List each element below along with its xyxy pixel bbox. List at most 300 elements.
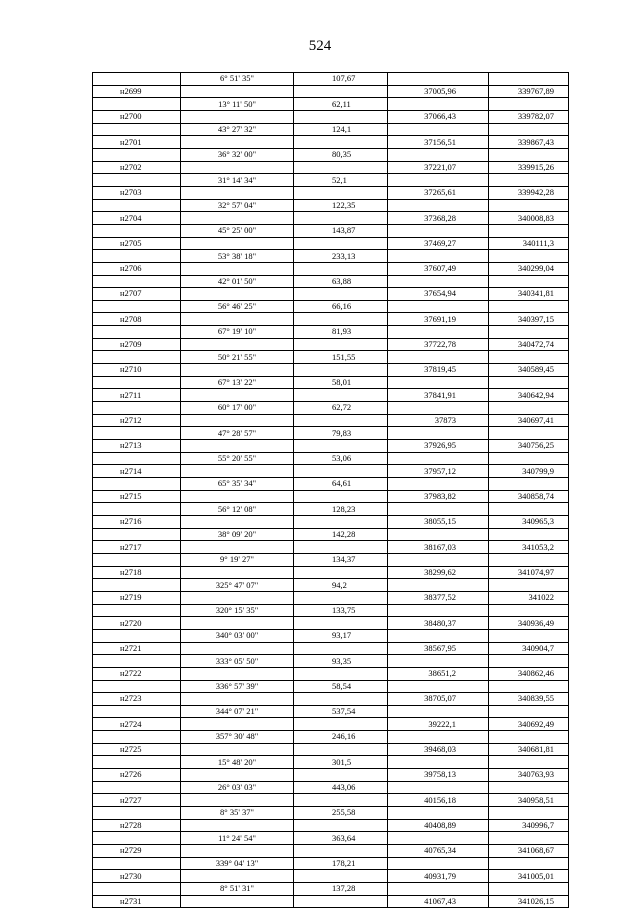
point-name-cell: н2707 <box>93 288 181 301</box>
y-coordinate-cell: 340756,25 <box>489 440 569 453</box>
direction-angle-cell: 38° 09' 20" <box>181 528 294 541</box>
segment-row <box>93 98 569 111</box>
point-row <box>93 161 569 174</box>
direction-angle-cell: 45° 25' 00" <box>181 224 294 237</box>
distance-cell <box>294 212 388 225</box>
point-name-cell: н2730 <box>93 870 181 883</box>
distance-cell: 537,54 <box>294 705 388 718</box>
segment-row <box>93 553 569 566</box>
y-coordinate-cell <box>489 478 569 491</box>
distance-cell <box>294 693 388 706</box>
distance-cell: 246,16 <box>294 731 388 744</box>
y-coordinate-cell <box>489 300 569 313</box>
x-coordinate-cell: 38480,37 <box>388 617 489 630</box>
y-coordinate-cell <box>489 224 569 237</box>
y-coordinate-cell: 340111,3 <box>489 237 569 250</box>
y-coordinate-cell <box>489 629 569 642</box>
direction-angle-cell: 43° 27' 32" <box>181 123 294 136</box>
direction-angle-cell <box>181 364 294 377</box>
direction-angle-cell: 344° 07' 21" <box>181 705 294 718</box>
distance-cell <box>294 161 388 174</box>
direction-angle-cell: 8° 51' 31" <box>181 883 294 896</box>
distance-cell <box>294 591 388 604</box>
distance-cell: 81,93 <box>294 326 388 339</box>
distance-cell: 363,64 <box>294 832 388 845</box>
point-row <box>93 288 569 301</box>
direction-angle-cell: 336° 57' 39" <box>181 680 294 693</box>
distance-cell <box>294 642 388 655</box>
direction-angle-cell <box>181 414 294 427</box>
distance-cell <box>294 819 388 832</box>
y-coordinate-cell <box>489 781 569 794</box>
x-coordinate-cell: 37469,27 <box>388 237 489 250</box>
direction-angle-cell <box>181 617 294 630</box>
point-row <box>93 769 569 782</box>
direction-angle-cell <box>181 591 294 604</box>
point-name-cell <box>93 781 181 794</box>
y-coordinate-cell: 340589,45 <box>489 364 569 377</box>
direction-angle-cell <box>181 313 294 326</box>
direction-angle-cell <box>181 693 294 706</box>
y-coordinate-cell <box>489 503 569 516</box>
point-name-cell: н2711 <box>93 389 181 402</box>
x-coordinate-cell <box>388 402 489 415</box>
point-row <box>93 212 569 225</box>
direction-angle-cell <box>181 262 294 275</box>
x-coordinate-cell: 37722,78 <box>388 338 489 351</box>
point-row <box>93 262 569 275</box>
point-row <box>93 364 569 377</box>
x-coordinate-cell <box>388 629 489 642</box>
point-name-cell <box>93 579 181 592</box>
direction-angle-cell: 11° 24' 54" <box>181 832 294 845</box>
point-name-cell <box>93 402 181 415</box>
x-coordinate-cell: 37691,19 <box>388 313 489 326</box>
segment-row <box>93 148 569 161</box>
page-number: 524 <box>308 38 332 54</box>
direction-angle-cell <box>181 667 294 680</box>
distance-cell <box>294 490 388 503</box>
y-coordinate-cell: 340397,15 <box>489 313 569 326</box>
x-coordinate-cell: 37873 <box>388 414 489 427</box>
direction-angle-cell: 65° 35' 34" <box>181 478 294 491</box>
point-name-cell <box>93 705 181 718</box>
y-coordinate-cell: 340862,46 <box>489 667 569 680</box>
x-coordinate-cell <box>388 199 489 212</box>
point-name-cell <box>93 452 181 465</box>
x-coordinate-cell: 39468,03 <box>388 743 489 756</box>
direction-angle-cell <box>181 642 294 655</box>
distance-cell <box>294 845 388 858</box>
distance-cell <box>294 515 388 528</box>
segment-row <box>93 250 569 263</box>
x-coordinate-cell: 40408,89 <box>388 819 489 832</box>
y-coordinate-cell: 341005,01 <box>489 870 569 883</box>
direction-angle-cell: 55° 20' 55" <box>181 452 294 465</box>
distance-cell <box>294 617 388 630</box>
point-row <box>93 642 569 655</box>
distance-cell <box>294 389 388 402</box>
direction-angle-cell <box>181 541 294 554</box>
point-row <box>93 389 569 402</box>
segment-row <box>93 731 569 744</box>
x-coordinate-cell: 37957,12 <box>388 465 489 478</box>
distance-cell <box>294 541 388 554</box>
direction-angle-cell: 47° 28' 57" <box>181 427 294 440</box>
distance-cell: 79,83 <box>294 427 388 440</box>
point-row <box>93 136 569 149</box>
distance-cell: 133,75 <box>294 604 388 617</box>
point-name-cell: н2719 <box>93 591 181 604</box>
point-row <box>93 870 569 883</box>
direction-angle-cell <box>181 338 294 351</box>
point-name-cell: н2717 <box>93 541 181 554</box>
y-coordinate-cell: 339867,43 <box>489 136 569 149</box>
distance-cell: 93,35 <box>294 655 388 668</box>
direction-angle-cell: 13° 11' 50" <box>181 98 294 111</box>
direction-angle-cell <box>181 237 294 250</box>
distance-cell <box>294 313 388 326</box>
point-name-cell: н2710 <box>93 364 181 377</box>
y-coordinate-cell <box>489 250 569 263</box>
distance-cell: 63,88 <box>294 275 388 288</box>
point-row <box>93 845 569 858</box>
x-coordinate-cell: 37819,45 <box>388 364 489 377</box>
point-name-cell: н2705 <box>93 237 181 250</box>
point-row <box>93 465 569 478</box>
distance-cell: 62,11 <box>294 98 388 111</box>
distance-cell: 143,87 <box>294 224 388 237</box>
x-coordinate-cell <box>388 655 489 668</box>
point-name-cell <box>93 300 181 313</box>
direction-angle-cell <box>181 212 294 225</box>
x-coordinate-cell: 38377,52 <box>388 591 489 604</box>
x-coordinate-cell: 41067,43 <box>388 895 489 908</box>
distance-cell: 53,06 <box>294 452 388 465</box>
distance-cell: 301,5 <box>294 756 388 769</box>
point-row <box>93 440 569 453</box>
point-name-cell: н2720 <box>93 617 181 630</box>
distance-cell: 80,35 <box>294 148 388 161</box>
distance-cell <box>294 743 388 756</box>
y-coordinate-cell <box>489 427 569 440</box>
point-name-cell <box>93 148 181 161</box>
point-row <box>93 667 569 680</box>
y-coordinate-cell: 340936,49 <box>489 617 569 630</box>
y-coordinate-cell: 340692,49 <box>489 718 569 731</box>
y-coordinate-cell: 340642,94 <box>489 389 569 402</box>
point-row <box>93 794 569 807</box>
x-coordinate-cell: 38705,07 <box>388 693 489 706</box>
distance-cell: 134,37 <box>294 553 388 566</box>
point-row <box>93 819 569 832</box>
point-name-cell: н2704 <box>93 212 181 225</box>
coordinates-table-body <box>93 73 569 908</box>
direction-angle-cell: 36° 32' 00" <box>181 148 294 161</box>
direction-angle-cell <box>181 389 294 402</box>
x-coordinate-cell <box>388 832 489 845</box>
y-coordinate-cell: 340681,81 <box>489 743 569 756</box>
direction-angle-cell <box>181 566 294 579</box>
distance-cell <box>294 566 388 579</box>
x-coordinate-cell: 38651,2 <box>388 667 489 680</box>
point-name-cell <box>93 756 181 769</box>
point-name-cell: н2729 <box>93 845 181 858</box>
segment-row <box>93 199 569 212</box>
segment-row <box>93 376 569 389</box>
y-coordinate-cell <box>489 705 569 718</box>
distance-cell: 58,54 <box>294 680 388 693</box>
point-name-cell <box>93 478 181 491</box>
distance-cell <box>294 237 388 250</box>
distance-cell <box>294 186 388 199</box>
point-name-cell: н2715 <box>93 490 181 503</box>
point-name-cell: н2727 <box>93 794 181 807</box>
distance-cell: 52,1 <box>294 174 388 187</box>
point-name-cell: н2709 <box>93 338 181 351</box>
y-coordinate-cell: 339782,07 <box>489 110 569 123</box>
y-coordinate-cell <box>489 807 569 820</box>
x-coordinate-cell <box>388 376 489 389</box>
segment-row <box>93 528 569 541</box>
point-name-cell: н2722 <box>93 667 181 680</box>
y-coordinate-cell: 340839,55 <box>489 693 569 706</box>
y-coordinate-cell <box>489 857 569 870</box>
point-name-cell <box>93 604 181 617</box>
direction-angle-cell: 320° 15' 35" <box>181 604 294 617</box>
y-coordinate-cell <box>489 731 569 744</box>
point-name-cell <box>93 427 181 440</box>
x-coordinate-cell: 37066,43 <box>388 110 489 123</box>
direction-angle-cell: 56° 46' 25" <box>181 300 294 313</box>
point-name-cell <box>93 326 181 339</box>
point-name-cell: н2700 <box>93 110 181 123</box>
x-coordinate-cell: 38567,95 <box>388 642 489 655</box>
segment-row <box>93 705 569 718</box>
point-name-cell <box>93 731 181 744</box>
y-coordinate-cell <box>489 148 569 161</box>
x-coordinate-cell: 39758,13 <box>388 769 489 782</box>
distance-cell: 443,06 <box>294 781 388 794</box>
point-row <box>93 693 569 706</box>
distance-cell: 93,17 <box>294 629 388 642</box>
y-coordinate-cell <box>489 883 569 896</box>
direction-angle-cell: 56° 12' 08" <box>181 503 294 516</box>
segment-row <box>93 402 569 415</box>
segment-row <box>93 452 569 465</box>
point-name-cell: н2712 <box>93 414 181 427</box>
x-coordinate-cell <box>388 756 489 769</box>
x-coordinate-cell: 40765,34 <box>388 845 489 858</box>
point-row <box>93 718 569 731</box>
x-coordinate-cell: 37368,28 <box>388 212 489 225</box>
y-coordinate-cell: 339915,26 <box>489 161 569 174</box>
point-name-cell <box>93 73 181 86</box>
point-name-cell <box>93 174 181 187</box>
distance-cell: 142,28 <box>294 528 388 541</box>
segment-row <box>93 503 569 516</box>
y-coordinate-cell: 341026,15 <box>489 895 569 908</box>
segment-row <box>93 73 569 86</box>
point-row <box>93 186 569 199</box>
point-name-cell <box>93 807 181 820</box>
y-coordinate-cell: 340965,3 <box>489 515 569 528</box>
segment-row <box>93 604 569 617</box>
segment-row <box>93 275 569 288</box>
point-name-cell: н2713 <box>93 440 181 453</box>
x-coordinate-cell <box>388 705 489 718</box>
y-coordinate-cell <box>489 123 569 136</box>
direction-angle-cell: 339° 04' 13" <box>181 857 294 870</box>
x-coordinate-cell: 37221,07 <box>388 161 489 174</box>
y-coordinate-cell: 340958,51 <box>489 794 569 807</box>
y-coordinate-cell: 339767,89 <box>489 85 569 98</box>
distance-cell <box>294 794 388 807</box>
point-name-cell <box>93 123 181 136</box>
segment-row <box>93 300 569 313</box>
distance-cell <box>294 414 388 427</box>
point-name-cell <box>93 376 181 389</box>
y-coordinate-cell: 340299,04 <box>489 262 569 275</box>
direction-angle-cell <box>181 465 294 478</box>
direction-angle-cell: 53° 38' 18" <box>181 250 294 263</box>
y-coordinate-cell <box>489 553 569 566</box>
point-name-cell: н2708 <box>93 313 181 326</box>
distance-cell: 122,35 <box>294 199 388 212</box>
y-coordinate-cell <box>489 680 569 693</box>
point-name-cell <box>93 832 181 845</box>
point-name-cell <box>93 655 181 668</box>
x-coordinate-cell: 40156,18 <box>388 794 489 807</box>
point-row <box>93 617 569 630</box>
segment-row <box>93 832 569 845</box>
x-coordinate-cell <box>388 452 489 465</box>
point-name-cell <box>93 680 181 693</box>
x-coordinate-cell <box>388 174 489 187</box>
x-coordinate-cell: 37841,91 <box>388 389 489 402</box>
segment-row <box>93 579 569 592</box>
y-coordinate-cell <box>489 174 569 187</box>
y-coordinate-cell <box>489 402 569 415</box>
direction-angle-cell <box>181 895 294 908</box>
distance-cell: 94,2 <box>294 579 388 592</box>
distance-cell <box>294 440 388 453</box>
point-row <box>93 414 569 427</box>
x-coordinate-cell <box>388 98 489 111</box>
x-coordinate-cell <box>388 503 489 516</box>
x-coordinate-cell: 39222,1 <box>388 718 489 731</box>
segment-row <box>93 655 569 668</box>
point-name-cell <box>93 250 181 263</box>
distance-cell <box>294 364 388 377</box>
direction-angle-cell <box>181 490 294 503</box>
y-coordinate-cell: 341074,97 <box>489 566 569 579</box>
direction-angle-cell <box>181 136 294 149</box>
direction-angle-cell <box>181 870 294 883</box>
direction-angle-cell: 32° 57' 04" <box>181 199 294 212</box>
distance-cell <box>294 667 388 680</box>
point-name-cell: н2723 <box>93 693 181 706</box>
segment-row <box>93 478 569 491</box>
point-row <box>93 237 569 250</box>
y-coordinate-cell <box>489 579 569 592</box>
x-coordinate-cell: 37983,82 <box>388 490 489 503</box>
point-name-cell <box>93 553 181 566</box>
x-coordinate-cell <box>388 148 489 161</box>
x-coordinate-cell <box>388 123 489 136</box>
direction-angle-cell: 60° 17' 00" <box>181 402 294 415</box>
x-coordinate-cell: 38055,15 <box>388 515 489 528</box>
x-coordinate-cell: 37926,95 <box>388 440 489 453</box>
distance-cell: 233,13 <box>294 250 388 263</box>
y-coordinate-cell: 340763,93 <box>489 769 569 782</box>
x-coordinate-cell: 37156,51 <box>388 136 489 149</box>
direction-angle-cell <box>181 440 294 453</box>
point-name-cell: н2731 <box>93 895 181 908</box>
y-coordinate-cell <box>489 832 569 845</box>
direction-angle-cell: 67° 19' 10" <box>181 326 294 339</box>
direction-angle-cell <box>181 515 294 528</box>
distance-cell: 178,21 <box>294 857 388 870</box>
point-name-cell <box>93 275 181 288</box>
x-coordinate-cell <box>388 553 489 566</box>
y-coordinate-cell: 341068,67 <box>489 845 569 858</box>
point-row <box>93 490 569 503</box>
point-row <box>93 85 569 98</box>
x-coordinate-cell <box>388 478 489 491</box>
y-coordinate-cell <box>489 756 569 769</box>
x-coordinate-cell <box>388 807 489 820</box>
x-coordinate-cell: 37005,96 <box>388 85 489 98</box>
y-coordinate-cell: 341022 <box>489 591 569 604</box>
point-row <box>93 515 569 528</box>
point-row <box>93 541 569 554</box>
point-name-cell: н2702 <box>93 161 181 174</box>
direction-angle-cell: 9° 19' 27" <box>181 553 294 566</box>
y-coordinate-cell: 340341,81 <box>489 288 569 301</box>
segment-row <box>93 883 569 896</box>
x-coordinate-cell: 40931,79 <box>388 870 489 883</box>
y-coordinate-cell <box>489 98 569 111</box>
point-name-cell: н2721 <box>93 642 181 655</box>
y-coordinate-cell: 341053,2 <box>489 541 569 554</box>
segment-row <box>93 326 569 339</box>
segment-row <box>93 629 569 642</box>
segment-row <box>93 224 569 237</box>
x-coordinate-cell: 37654,94 <box>388 288 489 301</box>
distance-cell <box>294 288 388 301</box>
distance-cell <box>294 718 388 731</box>
segment-row <box>93 756 569 769</box>
point-row <box>93 591 569 604</box>
y-coordinate-cell <box>489 73 569 86</box>
distance-cell <box>294 338 388 351</box>
y-coordinate-cell <box>489 604 569 617</box>
direction-angle-cell <box>181 110 294 123</box>
point-name-cell: н2725 <box>93 743 181 756</box>
y-coordinate-cell <box>489 199 569 212</box>
distance-cell <box>294 465 388 478</box>
x-coordinate-cell <box>388 781 489 794</box>
x-coordinate-cell <box>388 275 489 288</box>
segment-row <box>93 680 569 693</box>
direction-angle-cell: 8° 35' 37" <box>181 807 294 820</box>
x-coordinate-cell <box>388 224 489 237</box>
distance-cell <box>294 136 388 149</box>
coordinates-table <box>92 72 569 908</box>
direction-angle-cell: 50° 21' 55" <box>181 351 294 364</box>
segment-row <box>93 781 569 794</box>
